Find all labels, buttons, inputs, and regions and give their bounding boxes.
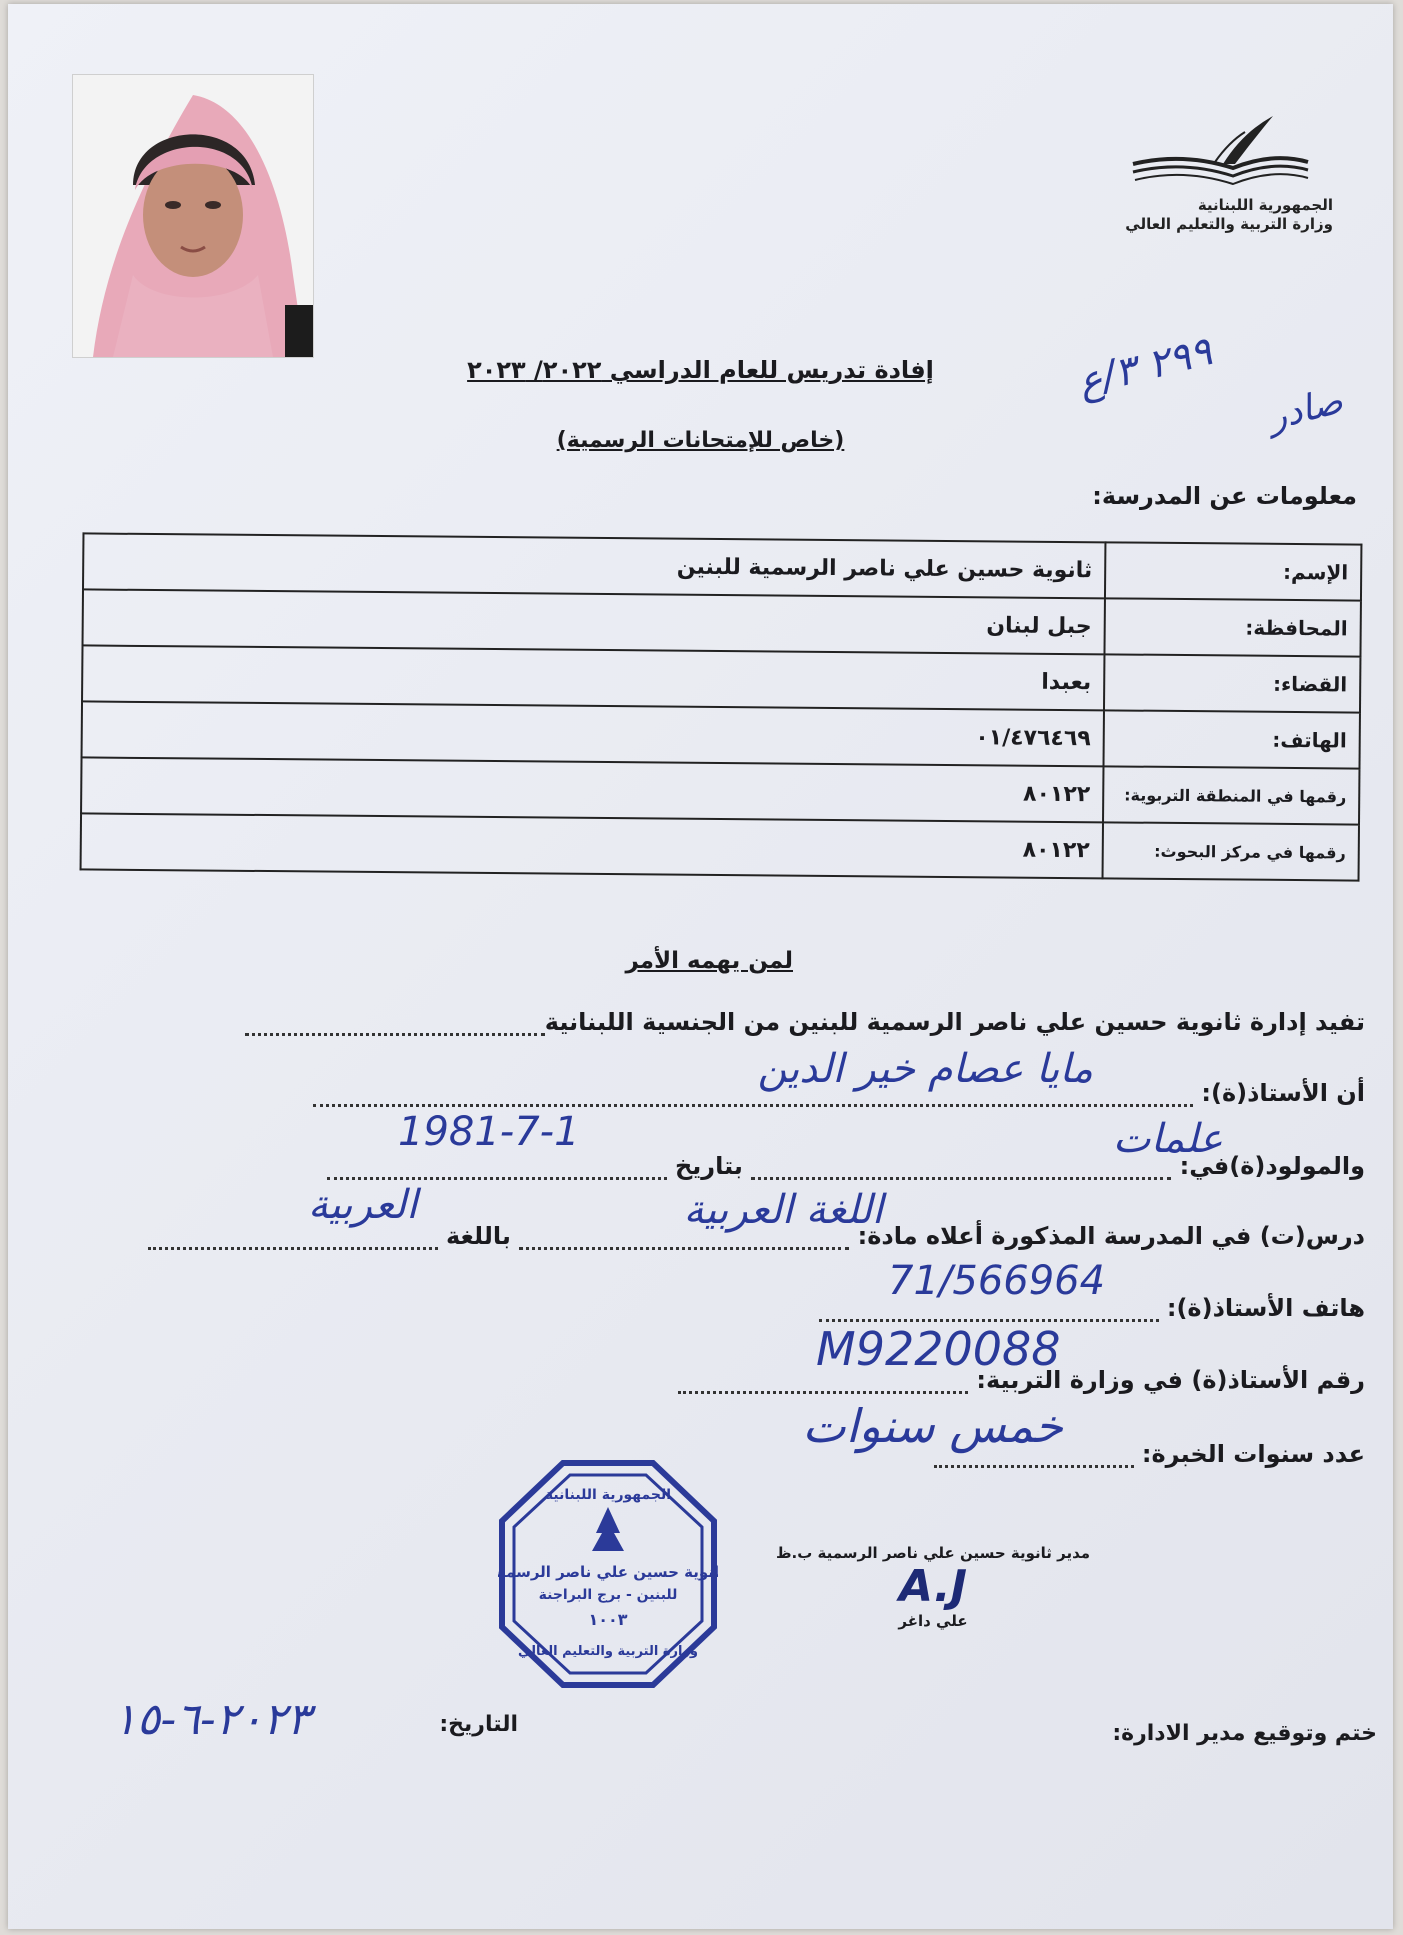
teacher-label: أن الأستاذ(ة): xyxy=(1201,1079,1365,1107)
ministry-logo xyxy=(1103,112,1333,234)
school-name-value: ثانوية حسين علي ناصر الرسمية للبنين xyxy=(83,533,1105,598)
to-whom-it-may-concern: لمن يهمه الأمر xyxy=(625,948,793,974)
certifies-text: تفيد إدارة ثانوية حسين علي ناصر الرسمية للبنين من الجنسية اللبنانية xyxy=(544,1008,1365,1036)
educational-zone-number-value: ٨٠١٢٢ xyxy=(81,757,1103,822)
phone-label: الهاتف: xyxy=(1103,710,1359,768)
subject-handwritten: اللغة العربية xyxy=(683,1187,883,1233)
stamp-number-text: ١٠٠٣ xyxy=(588,1610,628,1629)
teacher-phone-handwritten: 71/566964 xyxy=(888,1258,1106,1304)
teacher-phone-label: هاتف الأستاذ(ة): xyxy=(1166,1294,1365,1322)
birth-date-label: بتاريخ xyxy=(674,1152,743,1180)
stamp-top-text: الجمهورية اللبنانية xyxy=(544,1487,672,1503)
table-row xyxy=(81,813,1359,880)
research-center-number-label: رقمها في مركز البحوث: xyxy=(1103,822,1359,880)
logo-text-ministry: وزارة التربية والتعليم العالي xyxy=(1125,215,1333,233)
stamp-school-text: ثانوية حسين علي ناصر الرسمية xyxy=(498,1563,718,1581)
logo-text-republic: الجمهورية اللبنانية xyxy=(1197,196,1333,214)
director-name: علي داغر xyxy=(898,1612,968,1630)
experience-handwritten: خمس سنوات xyxy=(802,1399,1063,1453)
birth-date-handwritten: 1981-7-1 xyxy=(398,1109,580,1155)
governorate-value: جبل لبنان xyxy=(83,589,1105,654)
research-center-number-value: ٨٠١٢٢ xyxy=(81,813,1103,878)
governorate-label: المحافظة: xyxy=(1104,598,1360,656)
teacher-photo xyxy=(72,74,314,358)
director-signature-block xyxy=(768,1544,1098,1630)
document-page xyxy=(8,4,1393,1929)
document-subtitle: (خاص للإمتحانات الرسمية) xyxy=(556,428,845,453)
school-name-label: الإسم: xyxy=(1105,542,1361,600)
birth-place-label: والمولود(ة)في: xyxy=(1179,1152,1365,1180)
director-title: مدير ثانوية حسين علي ناصر الرسمية ب.ظ xyxy=(775,1544,1091,1562)
subject-label: درس(ت) في المدرسة المذكورة أعلاه مادة: xyxy=(857,1222,1365,1250)
octagon-stamp-graphic xyxy=(498,1459,718,1689)
birth-place-handwritten: علمات xyxy=(1112,1116,1223,1162)
date-handwritten: ٢٠٢٣-٦-١٥ xyxy=(113,1694,311,1745)
district-value: بعبدا xyxy=(82,645,1104,710)
book-quill-icon xyxy=(1123,112,1313,192)
language-label: باللغة xyxy=(445,1222,511,1250)
issued-handwritten-number: ٢٩٩ ٣/ع xyxy=(1073,328,1217,406)
seal-signature-label: ختم وتوقيع مدير الادارة: xyxy=(1112,1721,1377,1746)
language-handwritten: العربية xyxy=(308,1182,418,1228)
school-info-heading: معلومات عن المدرسة: xyxy=(1092,482,1357,510)
date-label: التاريخ: xyxy=(439,1712,518,1737)
ministry-number-label: رقم الأستاذ(ة) في وزارة التربية: xyxy=(976,1366,1365,1394)
stamp-place-text: للبنين - برج البراجنة xyxy=(538,1587,678,1603)
ministry-number-handwritten: M9220088 xyxy=(816,1322,1061,1376)
stamp-bottom-text: وزارة التربية والتعليم العالي xyxy=(517,1644,699,1659)
issued-handwritten-label: صادر xyxy=(1264,380,1347,439)
school-stamp xyxy=(498,1459,718,1689)
district-label: القضاء: xyxy=(1104,654,1360,712)
school-info-table xyxy=(80,532,1363,881)
cedar-icon xyxy=(592,1507,624,1551)
experience-label: عدد سنوات الخبرة: xyxy=(1141,1440,1365,1468)
phone-value: ٠١/٤٧٦٤٦٩ xyxy=(82,701,1104,766)
teacher-name-handwritten: مايا عصام خير الدين xyxy=(757,1046,1093,1092)
body-line-certifies xyxy=(245,1008,1365,1036)
educational-zone-number-label: رقمها في المنطقة التربوية: xyxy=(1103,766,1359,824)
document-title: إفادة تدريس للعام الدراسي ٢٠٢٢/ ٢٠٢٣ xyxy=(467,356,934,384)
director-signature: A.J xyxy=(899,1561,967,1612)
portrait-image xyxy=(73,75,313,357)
